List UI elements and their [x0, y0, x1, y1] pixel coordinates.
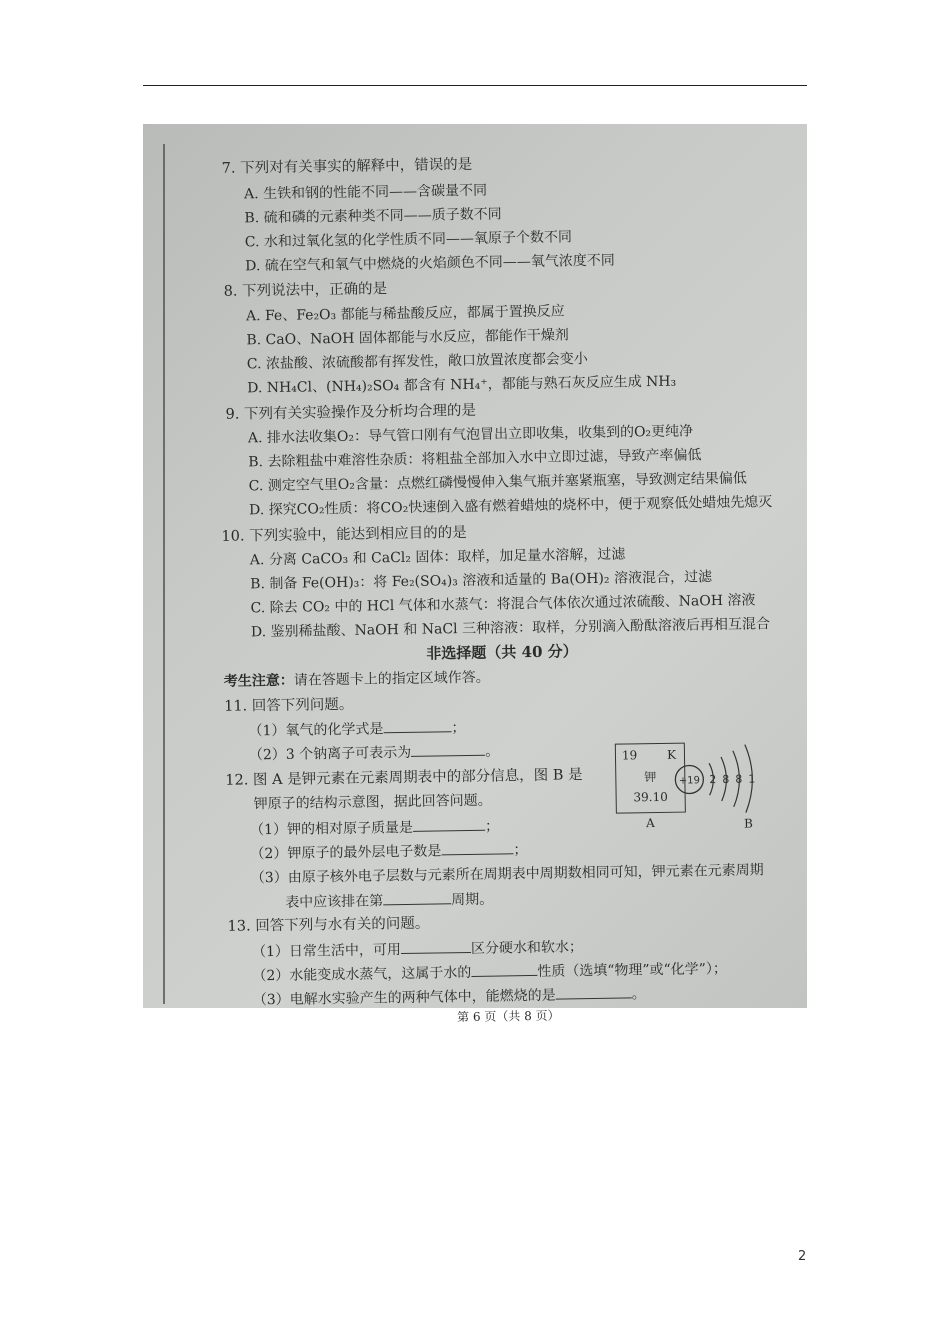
photo-footer-cut: 第 6 页（共 8 页） [456, 1008, 560, 1025]
q10-option-c: C. 除去 CO₂ 中的 HCl 气体和水蒸气：将混合气体依次通过浓硫酸、NaOH 溶液 [250, 592, 756, 617]
q8-option-b: B. CaO、NaOH 固体都能与水反应，都能作干燥剂 [246, 327, 569, 349]
q13-part3 [253, 985, 646, 1008]
q11-part1-end: ； [451, 720, 466, 737]
q13-stem: 13. 回答下列与水有关的问题。 [227, 915, 430, 935]
q9-stem: 9. 下列有关实验操作及分析均合理的是 [225, 402, 477, 423]
element-name: 钾 [644, 770, 657, 785]
q8-option-c: C. 浓盐酸、浓硫酸都有挥发性，敞口放置浓度都会变小 [246, 351, 588, 373]
answer-blank [471, 963, 537, 977]
exam-photo [143, 124, 807, 1025]
q13-part2-end: 性质（选填“物理”或“化学”）； [537, 960, 728, 980]
element-symbol: K [666, 747, 677, 762]
q12-stem: 12. 图 A 是钾元素在元素周期表中的部分信息，图 B 是 [225, 767, 583, 789]
answer-blank [556, 985, 632, 999]
q11-stem: 11. 回答下列问题。 [224, 696, 354, 715]
q13-part3-end: 。 [631, 986, 646, 1003]
q12-part2 [250, 841, 527, 862]
q7-option-a: A. 生铁和钢的性能不同——含碳量不同 [243, 182, 488, 203]
q11-part1-text: （1）氧气的化学式是 [248, 721, 384, 740]
q13-part1-end: 区分硬水和软水； [470, 939, 584, 957]
q7-stem: 7. 下列对有关事实的解释中，错误的是 [221, 156, 473, 177]
answer-blank [413, 818, 485, 832]
shell-3-electrons: 8 [735, 772, 743, 786]
notice-text: 请在答题卡上的指定区域作答。 [293, 669, 490, 689]
element-mass: 39.10 [633, 789, 668, 805]
q11-part2-text: （2）3 个钠离子可表示为 [248, 744, 412, 764]
q11-part1 [248, 719, 465, 739]
q12-part1-text: （1）钾的相对原子质量是 [249, 819, 414, 839]
q13-part1-text: （1）日常生活中，可用 [251, 942, 402, 961]
page-number: 2 [798, 1249, 807, 1264]
q10-stem: 10. 下列实验中，能达到相应目的的是 [221, 524, 467, 545]
answer-blank [401, 940, 471, 954]
figure-a-label: A [645, 816, 655, 831]
q10-option-a: A. 分离 CaCO₃ 和 CaCl₂ 固体：取样，加足量水溶解，过滤 [249, 546, 626, 569]
answer-blank [411, 743, 485, 757]
notice-label: 考生注意： [223, 672, 294, 690]
q12-part3-b [285, 891, 493, 911]
shell-4-electrons: 1 [748, 772, 756, 786]
q11-part2 [249, 742, 500, 763]
q8-stem: 8. 下列说法中，正确的是 [223, 281, 388, 300]
q11-part2-end: 。 [485, 743, 500, 760]
q12-part2-end: ； [513, 842, 528, 859]
q12-stem-2: 钾原子的结构示意图，据此回答问题。 [253, 792, 492, 813]
q12-part2-text: （2）钾原子的最外层电子数是 [250, 843, 442, 863]
nucleus-charge: +19 [678, 775, 701, 787]
q13-part2-text: （2）水能变成水蒸气，这属于水的 [252, 964, 472, 985]
q9-option-a: A. 排水法收集O₂：导气管口刚有气泡冒出立即收集，收集到的O₂更纯净 [247, 423, 694, 447]
section-title: 非选择题（共 40 分） [426, 642, 578, 663]
q7-option-b: B. 硫和磷的元素种类不同——质子数不同 [244, 206, 502, 227]
element-atomic-number: 19 [621, 748, 638, 763]
q7-option-c: C. 水和过氧化氢的化学性质不同——氧原子个数不同 [244, 229, 573, 251]
figure-b-label: B [743, 816, 754, 831]
q8-option-d: D. NH₄Cl、(NH₄)₂SO₄ 都含有 NH₄⁺，都能与熟石灰反应生成 NH₃ [247, 373, 677, 397]
q9-option-c: C. 测定空气里O₂含量：点燃红磷慢慢伸入集气瓶并塞紧瓶塞，导致测定结果偏低 [248, 470, 747, 495]
q10-option-b: B. 制备 Fe(OH)₃：将 Fe₂(SO₄)₃ 溶液和适量的 Ba(OH)₂ 溶液混合，过滤 [250, 569, 713, 593]
answer-blank [383, 891, 451, 905]
q12-part3b-text: 表中应该排在第 [285, 893, 384, 911]
shell-1-electrons: 2 [709, 773, 717, 787]
q10-option-d: D. 鉴别稀盐酸、NaOH 和 NaCl 三种溶液：取样，分别滴入酚酞溶液后再相互混合 [250, 616, 771, 641]
q13-part1 [252, 938, 583, 960]
q12-part3: （3）由原子核外电子层数与元素所在周期表中周期数相同可知，钾元素在元素周期 [250, 862, 764, 887]
exam-sheet [143, 114, 821, 1025]
answer-blank [441, 841, 513, 855]
shell-2-electrons: 8 [722, 772, 730, 786]
q9-option-d: D. 探究CO₂性质：将CO₂快速倒入盛有燃着蜡烛的烧杯中，便于观察低处蜡烛先熄灭 [248, 494, 773, 519]
q12-part3b-end: 周期。 [451, 891, 494, 909]
answer-blank [383, 719, 451, 733]
q13-part2 [252, 960, 727, 984]
q8-option-a: A. Fe、Fe₂O₃ 都能与稀盐酸反应，都属于置换反应 [245, 303, 565, 325]
q12-part1-end: ； [484, 818, 500, 835]
q9-option-b: B. 去除粗盐中难溶性杂质：将粗盐全部加入水中立即过滤，导致产率偏低 [248, 447, 702, 471]
notice [224, 670, 490, 690]
q12-part1 [250, 817, 499, 838]
q13-part3-text: （3）电解水实验产生的两种气体中，能燃烧的是 [252, 987, 556, 1009]
atom-structure-diagram [673, 744, 784, 816]
header-rule [143, 85, 807, 86]
q7-option-d: D. 硫在空气和氧气中燃烧的火焰颜色不同——氧气浓度不同 [245, 252, 615, 275]
